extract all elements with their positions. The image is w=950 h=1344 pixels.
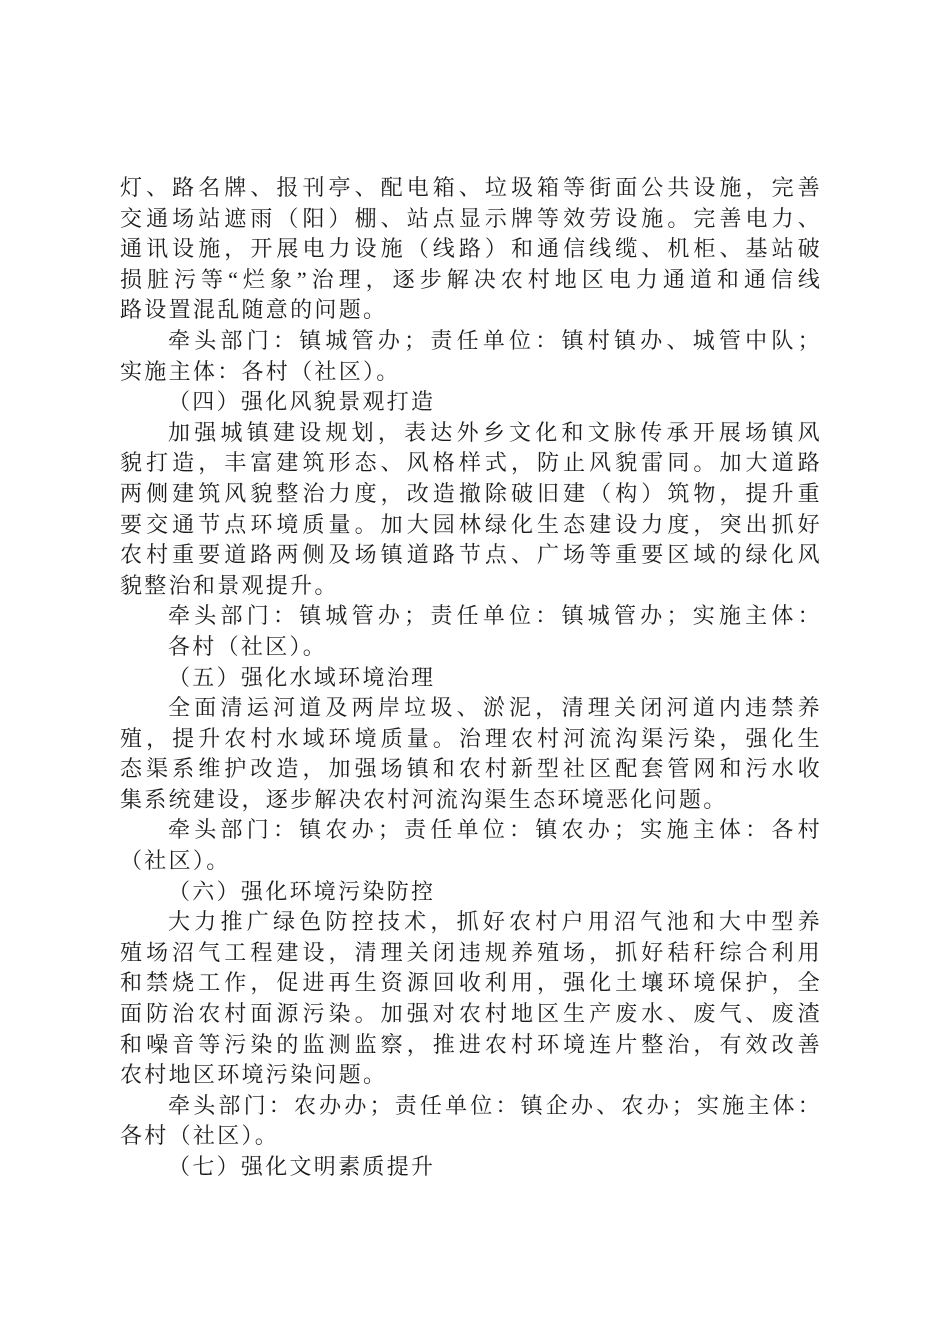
text-line: 牵 头 部 门 ： 镇 农 办 ； 责 任 单 位 ： 镇 农 办 ； 实 施 主 体 ： 各 村 <box>168 817 820 843</box>
text-line: 农 村 重 要 道 路 两 侧 及 场 镇 道 路 节 点 、 广 场 等 重 要 区 域 的 绿 化 风 <box>120 542 820 568</box>
text-line: （六）强化环境污染防控 <box>168 878 436 904</box>
text-line: 和 噪 音 等 污 染 的 监 测 监 察 ， 推 进 农 村 环 境 连 片 整 治 ， 有 效 改 善 <box>120 1031 820 1057</box>
text-line: 全 面 清 运 河 道 及 两 岸 垃 圾 、 淤 泥 ， 清 理 关 闭 河 道 内 违 禁 养 <box>168 695 820 721</box>
text-line: 牵 头 部 门 ： 镇 城 管 办 ； 责 任 单 位 ： 镇 村 镇 办 、 城 管 中 队 ； <box>168 327 820 353</box>
text-line: 集系统建设，逐步解决农村河流沟渠生态环境恶化问题。 <box>120 786 728 812</box>
text-line: 各村（社区）。 <box>168 633 328 659</box>
text-line: 殖 场 沼 气 工 程 建 设 ， 清 理 关 闭 违 规 养 殖 场 ， 抓 好 秸 秆 综 合 利 用 <box>120 939 820 965</box>
text-line: （社区）。 <box>120 848 231 874</box>
text-line: 农村地区环境污染问题。 <box>120 1062 388 1088</box>
text-line: 牵 头 部 门 ： 农 办 办 ； 责 任 单 位 ： 镇 企 办 、 农 办 ； 实 施 主 体 ： <box>168 1092 820 1118</box>
text-line: 路设置混乱随意的问题。 <box>120 297 388 323</box>
document-text <box>120 173 820 1183</box>
text-line: 牵 头 部 门 ： 镇 城 管 办 ； 责 任 单 位 ： 镇 城 管 办 ； 实 施 主 体 ： <box>168 603 820 629</box>
text-line: （五）强化水域环境治理 <box>168 664 436 690</box>
text-line: 面 防 治 农 村 面 源 污 染 。 加 强 对 农 村 地 区 生 产 废 水 、 废 气 、 废 渣 <box>120 1001 820 1027</box>
text-line: 要 交 通 节 点 环 境 质 量 。 加 大 园 林 绿 化 生 态 建 设 力 度 ， 突 出 抓 好 <box>120 511 820 537</box>
text-line: 貌整治和景观提升。 <box>120 572 339 598</box>
text-line: 各村（社区）。 <box>120 1123 280 1149</box>
text-line: 两 侧 建 筑 风 貌 整 治 力 度 ， 改 造 撤 除 破 旧 建 （ 构 ） 筑 物 ， 提 升 重 <box>120 480 820 506</box>
text-line: 态 渠 系 维 护 改 造 ， 加 强 场 镇 和 农 村 新 型 社 区 配 套 管 网 和 污 水 收 <box>120 756 820 782</box>
text-line: 损 脏 污 等 “ 烂 象 ” 治 理 ， 逐 步 解 决 农 村 地 区 电 力 通 道 和 通 信 线 <box>120 266 820 292</box>
text-line: 实施主体：各村（社区）。 <box>120 358 401 384</box>
text-line: 貌 打 造 ， 丰 富 建 筑 形 态 、 风 格 样 式 ， 防 止 风 貌 雷 同 。 加 大 道 路 <box>120 450 820 476</box>
text-line: 加 强 城 镇 建 设 规 划 ， 表 达 外 乡 文 化 和 文 脉 传 承 开 展 场 镇 风 <box>168 419 820 445</box>
text-line: 和 禁 烧 工 作 ， 促 进 再 生 资 源 回 收 利 用 ， 强 化 土 壤 环 境 保 护 ， 全 <box>120 970 820 996</box>
text-line: 通 讯 设 施 ， 开 展 电 力 设 施 （ 线 路 ） 和 通 信 线 缆 、 机 柜 、 基 站 破 <box>120 236 820 262</box>
text-line: 大 力 推 广 绿 色 防 控 技 术 ， 抓 好 农 村 户 用 沼 气 池 和 大 中 型 养 <box>168 909 820 935</box>
text-line: 交 通 场 站 遮 雨 （ 阳 ） 棚 、 站 点 显 示 牌 等 效 劳 设 施 。 完 善 电 力 、 <box>120 205 820 231</box>
text-line: 灯 、 路 名 牌 、 报 刊 亭 、 配 电 箱 、 垃 圾 箱 等 街 面 公 共 设 施 ， 完 善 <box>120 175 820 200</box>
text-line: 殖 ， 提 升 农 村 水 域 环 境 质 量 。 治 理 农 村 河 流 沟 渠 污 染 ， 强 化 生 <box>120 725 820 751</box>
text-line: （四）强化风貌景观打造 <box>168 389 436 415</box>
text-line: （七）强化文明素质提升 <box>168 1154 436 1179</box>
